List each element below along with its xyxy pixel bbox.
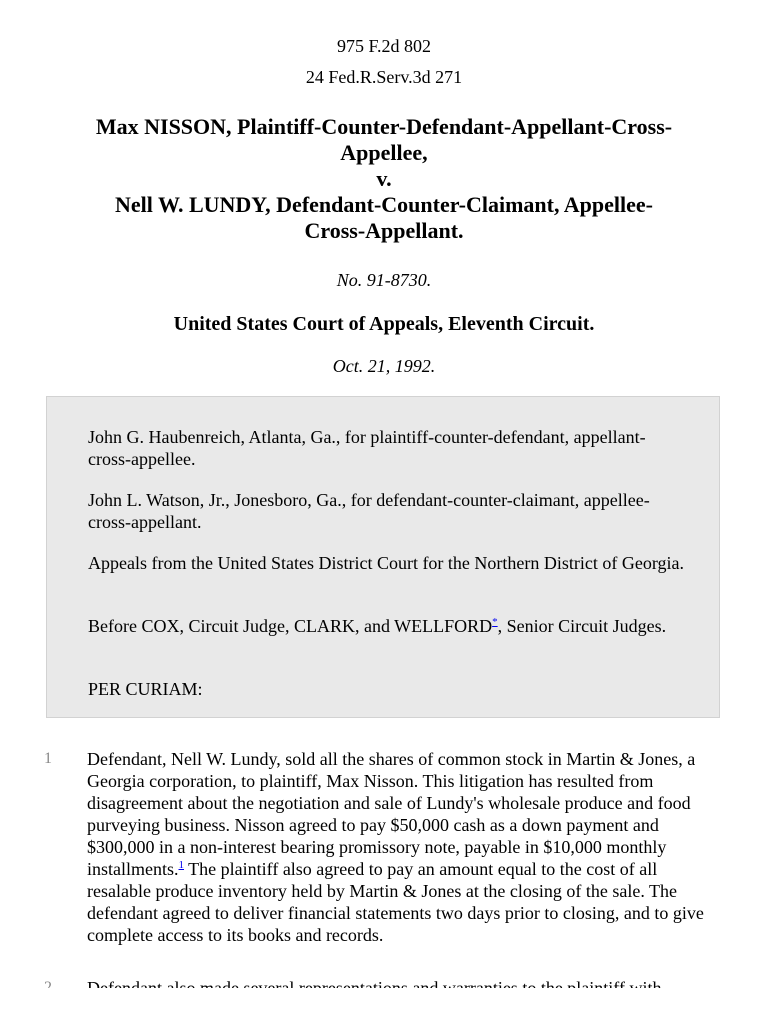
prelims-box bbox=[46, 396, 720, 718]
citation-fed-rules: 24 Fed.R.Serv.3d 271 bbox=[305, 67, 463, 87]
decision-date: Oct. 21, 1992. bbox=[332, 356, 436, 376]
panel-judges-end: , Senior Circuit Judges. bbox=[497, 616, 667, 636]
paragraph-text-start: Defendant, Nell W. Lundy, sold all the shares of common stock in Martin & Jones, a Georgia corporation, to plaintiff, Max Nisson. This litigation has resulted from disagreement about the negotiation and sale of Lundy's wholesale produce and food purveying business. Nisson agreed to pay $50,000 cash as a down payment and $300,000 in a non-interest bearing promissory note, payable in $10,000 monthly installments. bbox=[87, 749, 696, 879]
footnote-link-1[interactable]: 1 bbox=[178, 859, 184, 871]
title-line: Max NISSON, Plaintiff-Counter-Defendant-Appellant-Cross- bbox=[95, 114, 673, 139]
paragraph-text-end: The plaintiff also agreed to pay an amount equal to the cost of all resalable produce inventory held by Martin & Jones at the closing of the sale. The defendant agreed to deliver financial statements two days prior to closing, and to give complete access to its books and records. bbox=[87, 859, 704, 945]
case-title bbox=[40, 114, 728, 244]
panel-judges-start: Before COX, Circuit Judge, CLARK, and WELLFORD bbox=[88, 616, 493, 636]
appeal-origin: Appeals from the United States District Court for the Northern District of Georgia. bbox=[88, 553, 685, 573]
title-line: Cross-Appellant. bbox=[304, 218, 464, 243]
citation-reporter: 975 F.2d 802 bbox=[336, 36, 432, 56]
court-name: United States Court of Appeals, Eleventh Circuit. bbox=[173, 313, 595, 335]
paragraph-number: 1 bbox=[44, 750, 52, 767]
counsel-plaintiff: John G. Haubenreich, Atlanta, Ga., for plaintiff-counter-defendant, appellant-cross-appellee. bbox=[88, 427, 646, 469]
counsel-defendant: John L. Watson, Jr., Jonesboro, Ga., for defendant-counter-claimant, appellee-cross-appellant. bbox=[88, 490, 650, 532]
per-curiam: PER CURIAM: bbox=[88, 679, 203, 699]
footnote-link-star[interactable]: * bbox=[492, 616, 498, 628]
panel-judges bbox=[88, 615, 688, 637]
title-line: Appellee, bbox=[340, 140, 428, 165]
title-line: Nell W. LUNDY, Defendant-Counter-Claimant, Appellee- bbox=[115, 192, 653, 217]
paragraph-text bbox=[87, 748, 723, 946]
docket-number: No. 91-8730. bbox=[336, 270, 432, 290]
title-line: v. bbox=[376, 166, 392, 191]
viewport-cutoff bbox=[0, 988, 768, 1024]
